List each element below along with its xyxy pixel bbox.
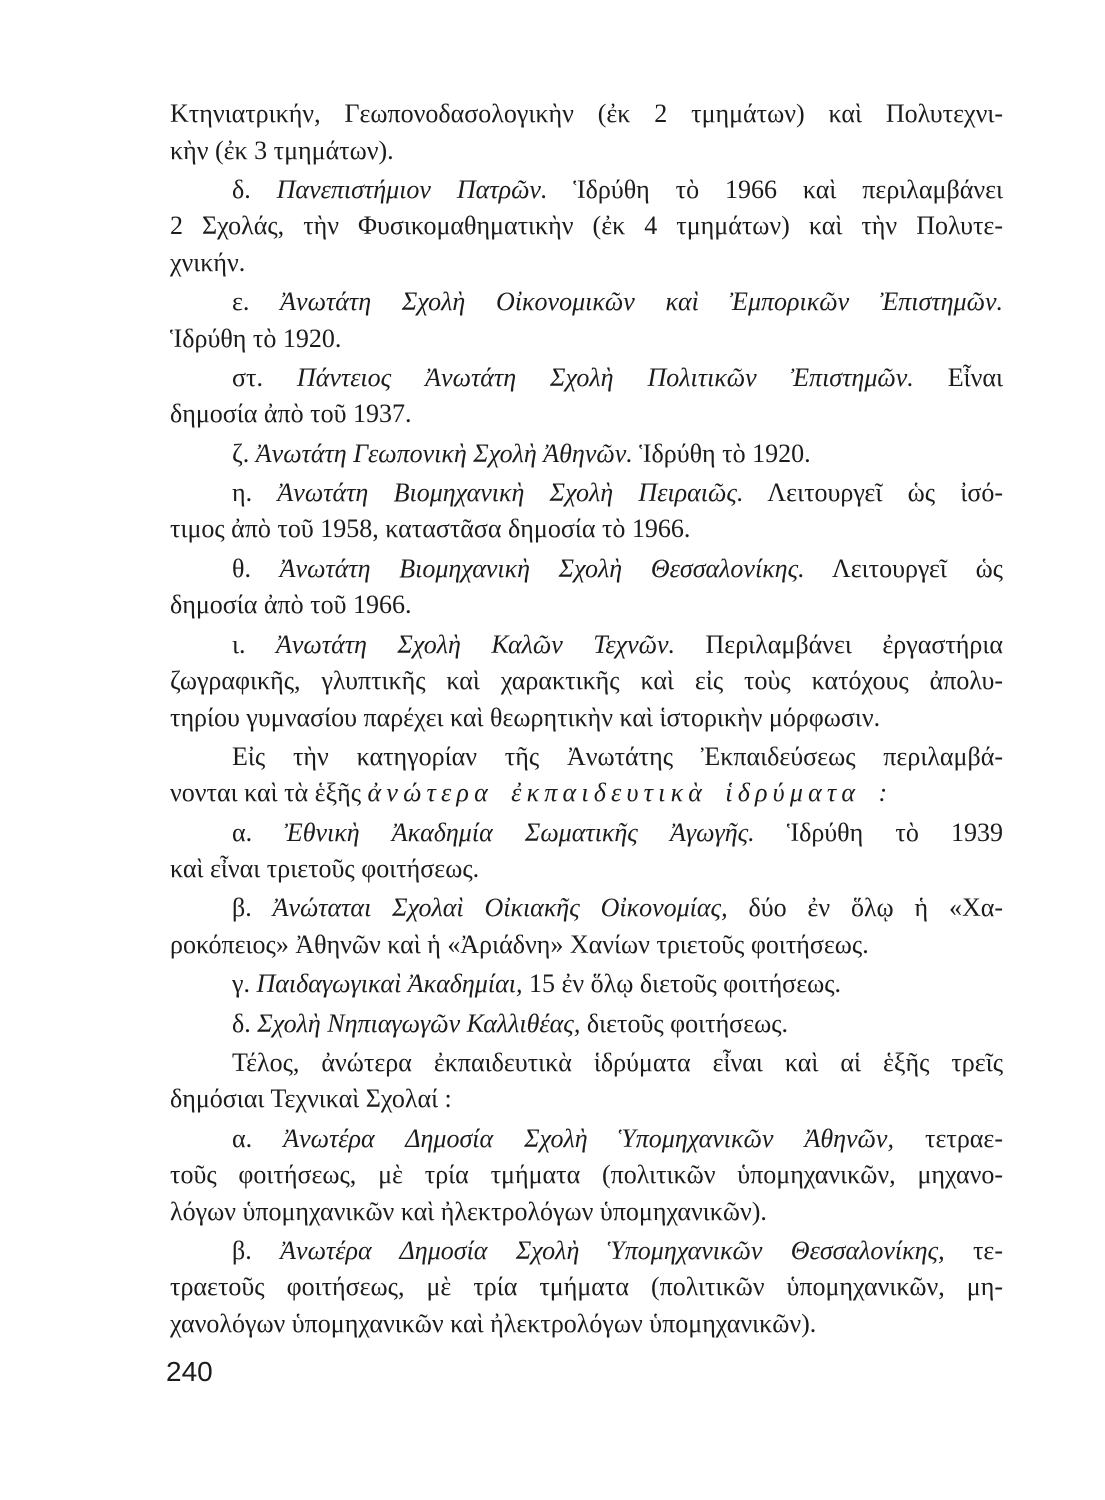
italic-text-run: Ἀνωτέρα Δημοσία Σχολὴ Ὑπομηχανικῶν Θεσσαλονίκης,	[280, 1235, 945, 1265]
text-run: δύο ἐν ὅλῳ ἡ «Χα-	[727, 893, 1004, 923]
text-line	[170, 284, 1003, 321]
spaced-emphasis-run: ἀνώτερα ἐκπαιδευτικὰ ἱδρύματα :	[367, 778, 893, 808]
italic-text-run: Πανεπιστήμιον Πατρῶν.	[276, 174, 548, 204]
text-run: τραετοῦς φοιτήσεως, μὲ τρία τμήματα (πολιτικῶν ὑπομηχανικῶν, μη-	[170, 1272, 1003, 1302]
text-line	[170, 700, 1003, 737]
italic-text-run: Παιδαγωγικαὶ Ἀκαδημίαι,	[256, 969, 523, 999]
text-run: τοῦς φοιτήσεως, μὲ τρία τμήματα (πολιτικῶν ὑπομηχανικῶν, μηχανο-	[170, 1160, 1003, 1190]
paragraph-8	[170, 627, 1003, 737]
italic-text-run: Ἀνωτάτη Σχολὴ Οἰκονομικῶν καὶ Ἐμπορικῶν Ἐπιστημῶν.	[280, 287, 1003, 317]
text-run: Ἱδρύθη τὸ 1966 καὶ περιλαμβάνει	[547, 174, 1003, 204]
text-line	[170, 587, 1003, 624]
text-line	[170, 1269, 1003, 1306]
italic-text-run: Πάντειος Ἀνωτάτη Σχολὴ Πολιτικῶν Ἐπιστημῶν.	[296, 362, 914, 392]
text-line	[170, 627, 1003, 664]
text-line	[170, 1194, 1003, 1231]
paragraph-15	[170, 1121, 1003, 1231]
text-run: διετοῦς φοιτήσεως.	[580, 1008, 789, 1038]
text-line	[170, 775, 1003, 812]
text-run: χανολόγων ὑπομηχανικῶν καὶ ἠλεκτρολόγων ὑπομηχανικῶν).	[170, 1308, 817, 1338]
text-run: τιμος ἀπὸ τοῦ 1958, καταστᾶσα δημοσία τὸ 1966.	[170, 514, 691, 544]
text-run: ροκόπειος» Ἀθηνῶν καὶ ἡ «Ἀριάδνη» Χανίων τριετοῦς φοιτήσεως.	[170, 929, 869, 959]
paragraph-13	[170, 1006, 1003, 1043]
text-line	[170, 208, 1003, 245]
text-line	[170, 927, 1003, 964]
text-run: 15 ἐν ὅλῳ διετοῦς φοιτήσεως.	[522, 969, 842, 999]
text-line	[170, 1157, 1003, 1194]
paragraph-14	[170, 1045, 1003, 1118]
text-run: στ.	[232, 362, 297, 392]
text-line	[170, 475, 1003, 512]
text-run: Περιλαμβάνει ἐργαστήρια	[675, 629, 1003, 659]
text-run: β.	[232, 1235, 281, 1265]
text-line	[170, 1233, 1003, 1270]
text-run: Λειτουργεῖ ὡς ἰσό-	[743, 477, 1003, 507]
text-run: Ἱδρύθη τὸ 1920.	[170, 323, 342, 353]
paragraph-1	[170, 96, 1003, 169]
italic-text-run: Ἀνωτάτη Σχολὴ Καλῶν Τεχνῶν.	[275, 629, 676, 659]
text-line	[170, 396, 1003, 433]
paragraph-9	[170, 739, 1003, 812]
paragraph-2	[170, 172, 1003, 282]
italic-text-run: Σχολὴ Νηπιαγωγῶν Καλλιθέας,	[257, 1008, 581, 1038]
text-run: Εἶναι	[913, 362, 1004, 392]
text-line	[170, 1045, 1003, 1082]
text-run: Λειτουργεῖ ὡς	[804, 553, 1003, 583]
text-run: ζ.	[232, 438, 256, 468]
text-line	[170, 1081, 1003, 1118]
text-run: α.	[232, 817, 285, 847]
italic-text-run: Ἀνωτάτη Βιομηχανικὴ Σχολὴ Θεσσαλονίκης.	[279, 553, 805, 583]
paragraph-4	[170, 360, 1003, 433]
page-number: 240	[166, 1356, 213, 1387]
text-run: γ.	[232, 969, 257, 999]
text-run: λόγων ὑπομηχανικῶν καὶ ἠλεκτρολόγων ὑπομηχανικῶν).	[170, 1196, 767, 1226]
text-run: ι.	[232, 629, 276, 659]
text-run: ε.	[232, 287, 281, 317]
text-line	[170, 851, 1003, 888]
text-run: τε-	[944, 1235, 1004, 1265]
text-line	[170, 551, 1003, 588]
text-run: Τέλος, ἀνώτερα ἐκπαιδευτικὰ ἱδρύματα εἶναι καὶ αἱ ἑξῆς τρεῖς	[232, 1047, 1003, 1077]
italic-text-run: Ἐθνικὴ Ἀκαδημία Σωματικῆς Ἀγωγῆς.	[284, 817, 755, 847]
text-run: δημοσία ἀπὸ τοῦ 1966.	[170, 590, 412, 620]
paragraph-3	[170, 284, 1003, 357]
italic-text-run: Ἀνωτάτη Γεωπονικὴ Σχολὴ Ἀθηνῶν.	[255, 438, 633, 468]
text-line	[170, 966, 1003, 1003]
text-line	[170, 133, 1003, 170]
paragraph-16	[170, 1233, 1003, 1343]
text-run: χνικήν.	[170, 247, 246, 277]
text-run: ζωγραφικῆς, γλυπτικῆς καὶ χαρακτικῆς καὶ εἰς τοὺς κατόχους ἀπολυ-	[170, 666, 1003, 696]
text-run: θ.	[232, 553, 280, 583]
paragraph-11	[170, 890, 1003, 963]
text-run: τετραε-	[893, 1123, 1003, 1153]
text-run: Ἱδρύθη τὸ 1939	[754, 817, 1004, 847]
text-line	[170, 245, 1003, 282]
text-run: η.	[232, 477, 278, 507]
text-line	[170, 436, 1003, 473]
text-line	[170, 96, 1003, 133]
paragraph-5	[170, 436, 1003, 473]
text-run: δ.	[232, 1008, 258, 1038]
text-run: καὶ εἶναι τριετοῦς φοιτήσεως.	[170, 854, 480, 884]
text-line	[170, 739, 1003, 776]
text-run: δ.	[232, 174, 277, 204]
text-line	[170, 511, 1003, 548]
text-run: Εἰς τὴν κατηγορίαν τῆς Ἀνωτάτης Ἐκπαιδεύσεως περιλαμβά-	[232, 741, 1003, 771]
text-line	[170, 1006, 1003, 1043]
text-line	[170, 815, 1003, 852]
text-line	[170, 321, 1003, 358]
text-run: α.	[232, 1123, 284, 1153]
text-run: κὴν (ἐκ 3 τμημάτων).	[170, 135, 394, 165]
text-run: τηρίου γυμνασίου παρέχει καὶ θεωρητικὴν καὶ ἱστορικὴν μόρφωσιν.	[170, 702, 881, 732]
text-run: β.	[232, 893, 273, 923]
paragraph-6	[170, 475, 1003, 548]
text-line	[170, 360, 1003, 397]
italic-text-run: Ἀνωτέρα Δημοσία Σχολὴ Ὑπομηχανικῶν Ἀθηνῶν,	[283, 1123, 894, 1153]
text-line	[170, 172, 1003, 209]
italic-text-run: Ἀνώταται Σχολαὶ Οἰκιακῆς Οἰκονομίας,	[272, 893, 728, 923]
text-line	[170, 1121, 1003, 1158]
paragraph-10	[170, 815, 1003, 888]
text-block	[170, 96, 1003, 1342]
text-run: δημόσιαι Τεχνικαὶ Σχολαί :	[170, 1084, 452, 1114]
text-run: 2 Σχολάς, τὴν Φυσικομαθηματικὴν (ἐκ 4 τμημάτων) καὶ τὴν Πολυτε-	[170, 211, 1003, 241]
paragraph-12	[170, 966, 1003, 1003]
italic-text-run: Ἀνωτάτη Βιομηχανικὴ Σχολὴ Πειραιῶς.	[277, 477, 744, 507]
text-run: Ἱδρύθη τὸ 1920.	[632, 438, 811, 468]
text-run: Κτηνιατρικήν, Γεωπονοδασολογικὴν (ἐκ 2 τμημάτων) καὶ Πολυτεχνι-	[170, 99, 1003, 128]
text-run: δημοσία ἀπὸ τοῦ 1937.	[170, 399, 412, 429]
paragraph-7	[170, 551, 1003, 624]
text-line	[170, 663, 1003, 700]
text-run: νονται καὶ τὰ ἑξῆς	[170, 778, 368, 808]
text-line	[170, 890, 1003, 927]
text-line	[170, 1306, 1003, 1343]
